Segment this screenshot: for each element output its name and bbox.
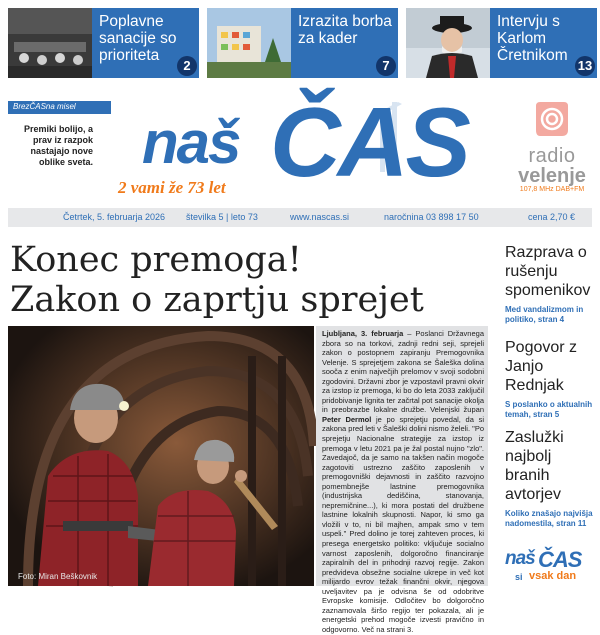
article-paragraph-1: – Poslanci Državnega zbora so na torkovi, zadnji redni seji, sprejeli zakon o postopnem zapiranju Premogovnika Velenje. S sprejetjem zakona se Šaleška dolina sooča z enim največjih prelomov v svoji sodobni zgodovini. Državni zbor je vzpostavil pravni okvir za izstop iz premoga, ki bo do leta 2033 zaključil pridobivanje lignita ter začrtal pot sanacije okolja in preobrazbe lokalne družbe. Velenjski župan <box>322 329 484 415</box>
issue-date: Četrtek, 5. februarja 2026 <box>63 212 166 222</box>
mini-logo-cas: ČAS <box>538 547 582 572</box>
sidebar-story-subtitle: Med vandalizmom in politiko, stran 4 <box>505 305 584 324</box>
slogan: 2 vami že 73 let <box>118 178 226 197</box>
teaser-staff[interactable] <box>207 8 398 78</box>
teaser-image-flood <box>8 8 92 78</box>
photo-credit: Foto: Miran Beškovnik <box>18 572 98 581</box>
issue-number: številka 5 | leto 73 <box>186 212 258 222</box>
radio-swirl-icon <box>532 100 572 140</box>
sidebar-story-title: Zaslužki najbolj branih avtorjev <box>505 429 564 503</box>
logo-nas: naš <box>142 109 240 176</box>
sidebar-story-title: Razprava o rušenju spomenikov <box>505 244 591 299</box>
mini-logo-si: si <box>515 572 523 582</box>
subscription-phone: naročnina 03 898 17 50 <box>384 212 479 222</box>
mini-logo-nas: naš <box>505 548 535 569</box>
miners-illustration <box>8 326 314 586</box>
article-mayor-name: Peter Dermol <box>322 414 372 424</box>
velenje-word: velenje <box>518 165 586 187</box>
column-tag: BrezČASna misel <box>8 101 111 114</box>
sidebar-story-subtitle: S poslanko o aktualnih temah, stran 5 <box>505 400 593 419</box>
teaser-image-interview <box>406 8 490 78</box>
radio-frequency: 107,8 MHz DAB+FM <box>519 186 585 193</box>
lead-photo <box>8 326 314 586</box>
website-link[interactable]: www.nascas.si <box>290 212 350 222</box>
sidebar-story-monuments[interactable] <box>505 243 597 325</box>
sidebar-story-subtitle: Koliko znašajo najvišja nadomestila, stran 11 <box>505 509 593 528</box>
sidebar-story-interview[interactable] <box>505 338 597 420</box>
nascas-si-logo[interactable] <box>505 548 597 588</box>
teaser-title: Intervju s Karlom Čretnikom <box>490 8 597 78</box>
sidebar-story-title: Pogovor z Janjo Rednjak <box>505 339 578 394</box>
mini-logo-tagline: vsak dan <box>529 570 577 582</box>
article-paragraph-2: je po sprejetju povedal, da si zakona pred leti v Šaleški dolini nismo želeli. "Po sprejetju Nacionalne strategije za izstop iz premoga v letu 2021 pa je žal postal nujno "zlo". Zavedajoč, da je samo na takšen način mogoče zagotoviti ustrezno zaščito zaposlenih v premogovniški dejavnosti in zaščito razvojno pomembnejše lastnine premogovnika (industrijska dediščina, stanovanja, nepremičnine...), ki mora postati del družbene lastnine lokalnih skupnosti. Napor, ki smo ga vložili v to, ni bil majhen, ampak smo v tem uspeli." Pred dolino je torej zahteven proces, ki presega energetsko politiko: vključuje socialno varnost zaposlenih, dolgoročno financiranje zapiralnih del in prihodnji razvoj regije. Zakon predvideva obsežne socialne ukrepe in več kot milijardo evrov težak finančni okvir, njegova uveljavitev pa je odvisna še od odobritve Evropske komisije. Odločitev bo dolgoročno zaznamovala širšo regijo ter pokazala, ali je energetski prehod mogoče izvesti pravično in odgovorno. Več na strani 3. <box>322 414 484 634</box>
price: cena 2,70 € <box>528 212 576 222</box>
sidebar-story-authors[interactable] <box>505 428 597 529</box>
headline-line-1: Konec premoga! <box>10 240 302 280</box>
teaser-page-number: 13 <box>575 56 595 76</box>
quote-text: Premiki bolijo, a prav iz razpok nastajajo nove oblike sveta. <box>23 124 93 167</box>
teaser-interview[interactable] <box>406 8 597 78</box>
article-dateline: Ljubljana, 3. februarja <box>322 329 404 338</box>
radio-velenje-logo[interactable] <box>512 100 592 200</box>
teaser-page-number: 2 <box>177 56 197 76</box>
teaser-title: Izrazita borba za kader <box>291 8 398 78</box>
teaser-page-number: 7 <box>376 56 396 76</box>
logo-cas: ČAS <box>270 87 468 197</box>
lead-article-text <box>316 326 488 634</box>
radio-word: radio <box>528 145 576 167</box>
headline-line-2: Zakon o zaprtju sprejet <box>10 280 424 320</box>
teaser-title: Poplavne sanacije so prioriteta <box>92 8 199 78</box>
teaser-image-staff <box>207 8 291 78</box>
teaser-flood[interactable] <box>8 8 199 78</box>
main-headline[interactable] <box>10 240 480 320</box>
dateline-bar <box>8 208 592 227</box>
